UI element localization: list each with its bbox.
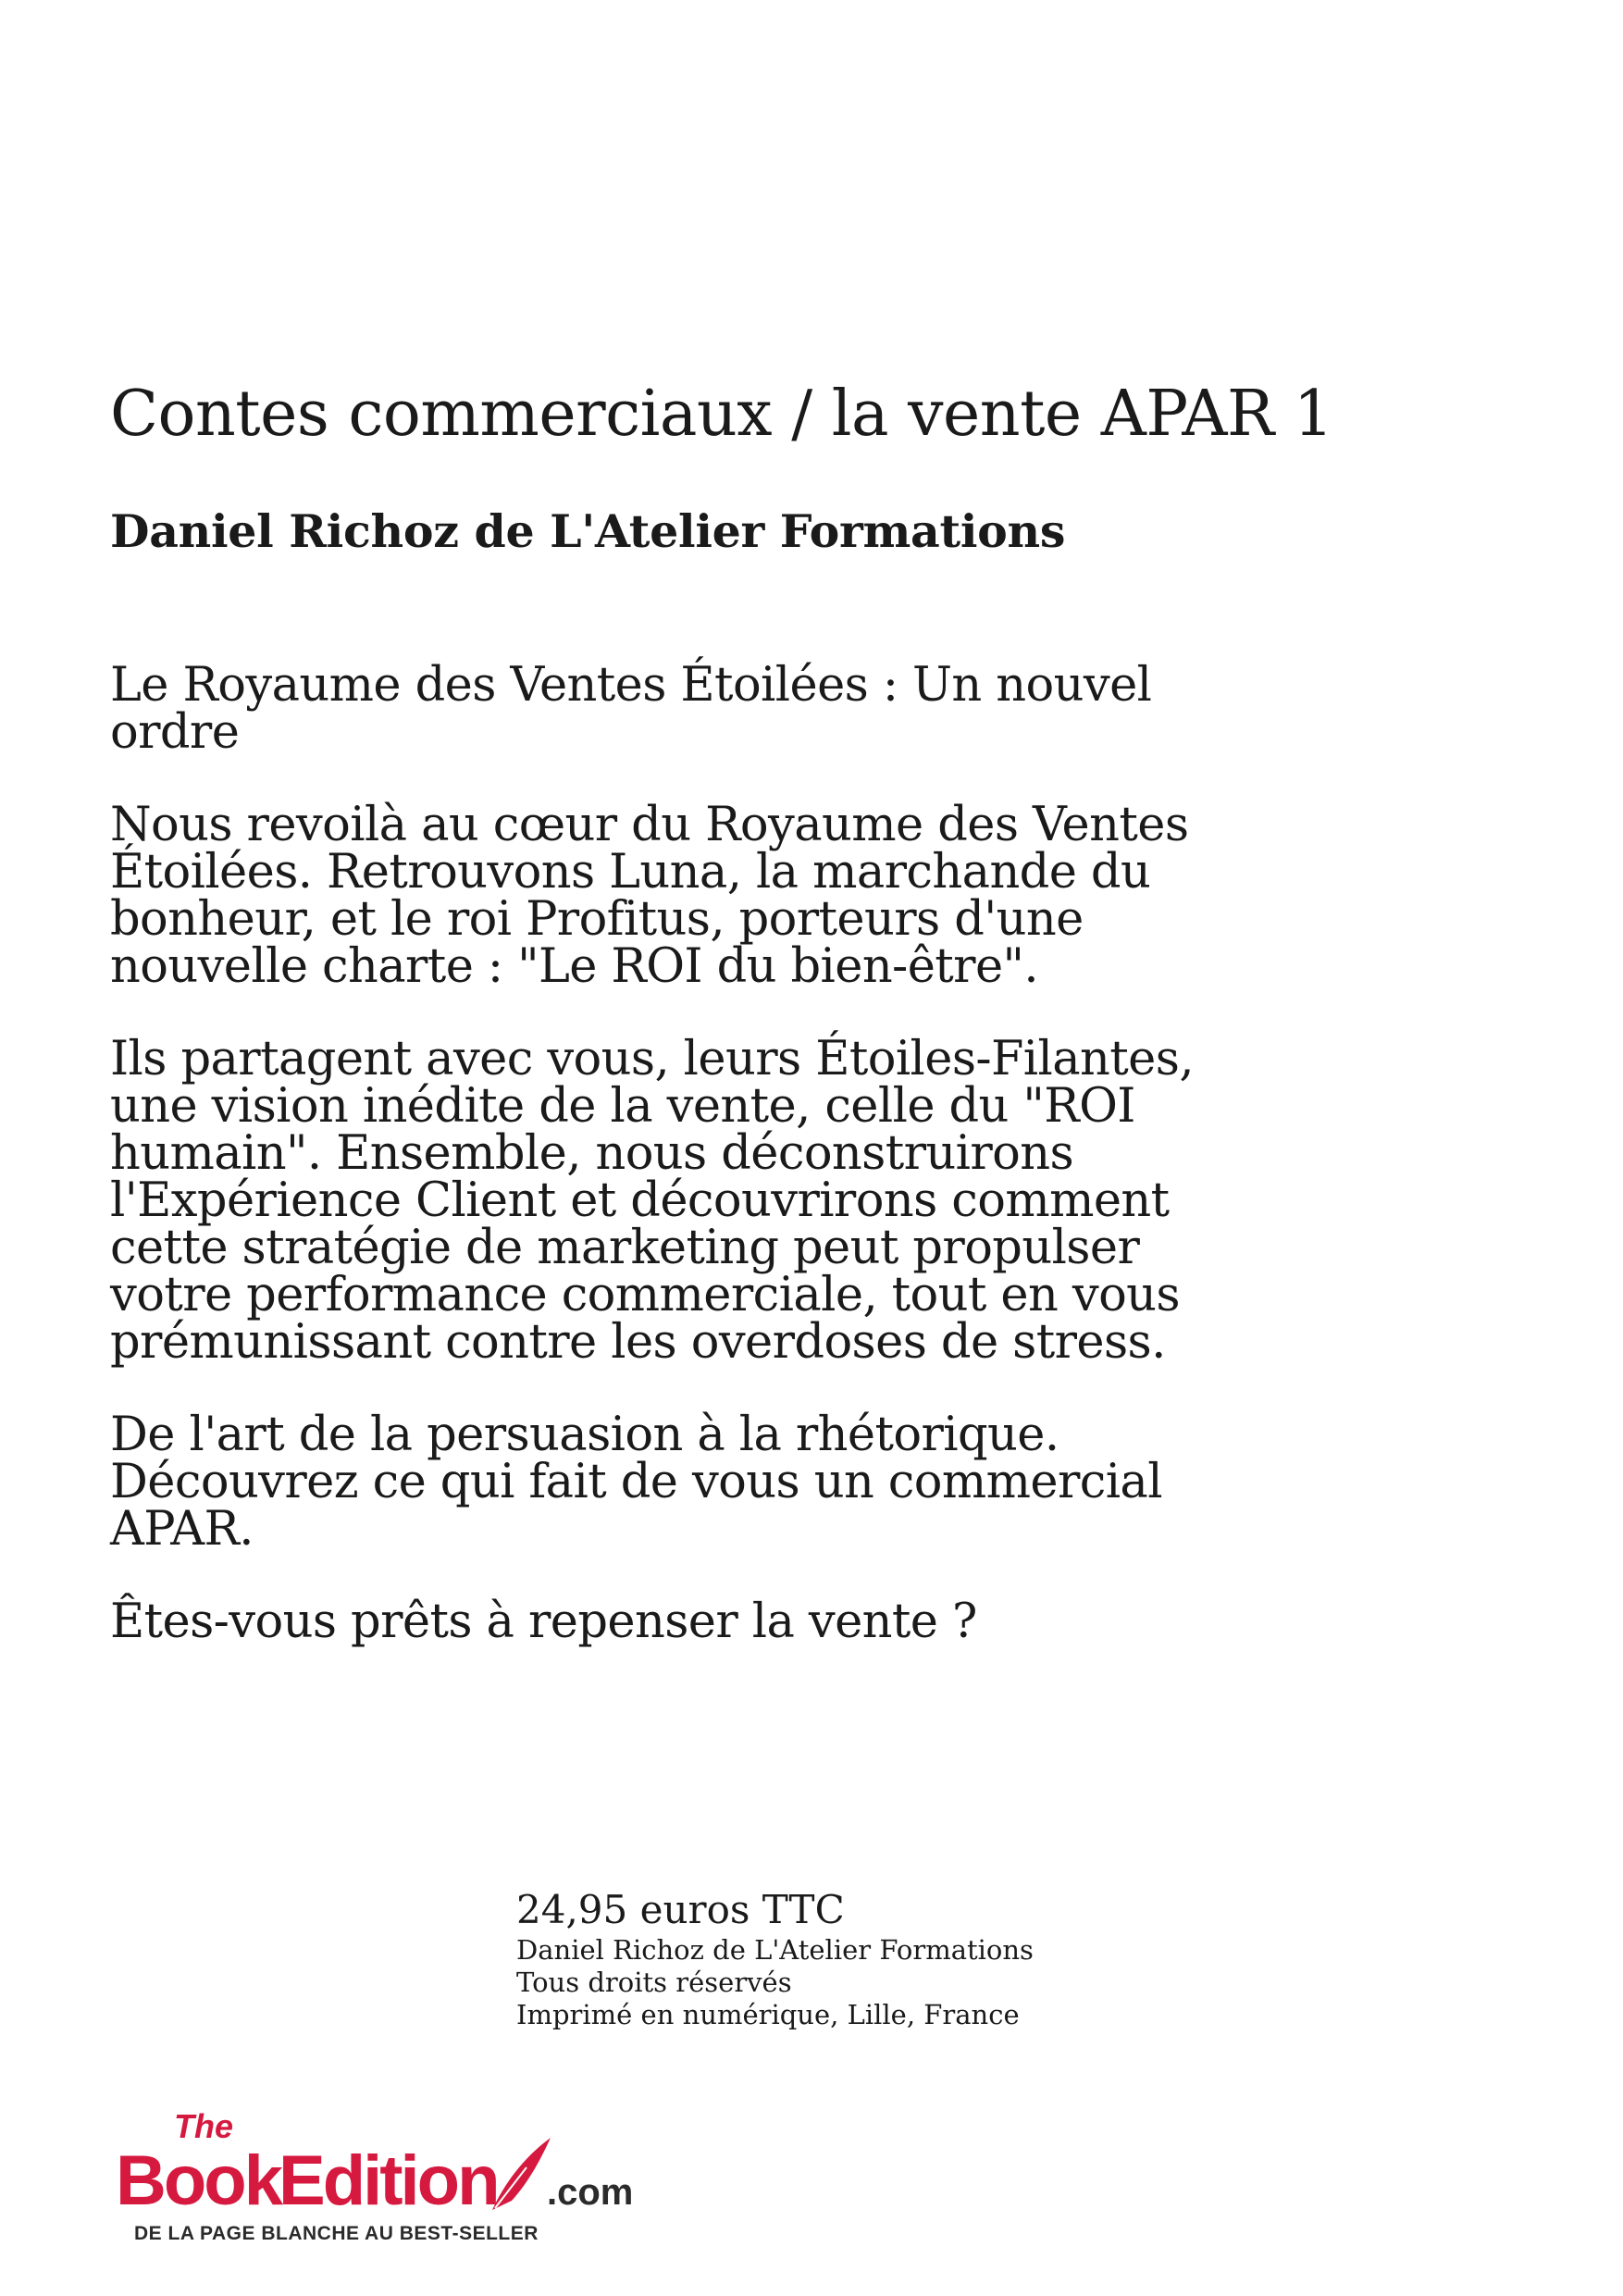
blurb-line: Le Royaume des Ventes Étoilées : Un nouvel (110, 658, 1152, 713)
blurb-line: prémunissant contre les overdoses de stress. (110, 1315, 1166, 1370)
blurb-line: APAR. (110, 1502, 254, 1557)
blurb-line: De l'art de la persuasion à la rhétorique. (110, 1408, 1059, 1462)
blurb-line: Étoilées. Retrouvons Luna, la marchande du (110, 845, 1151, 900)
logo-tagline: DE LA PAGE BLANCHE AU BEST-SELLER (134, 2223, 539, 2244)
blurb-line: humain". Ensemble, nous déconstruirons (110, 1126, 1074, 1181)
bookedition-logo (116, 2101, 671, 2249)
price: 24,95 euros TTC (516, 1887, 845, 1932)
colophon (516, 1888, 1220, 2031)
blurb-line: nouvelle charte : "Le ROI du bien-être". (110, 939, 1038, 994)
blurb-paragraph (110, 1595, 1248, 1649)
logo-tld-text: .com (547, 2172, 634, 2213)
printing-notice: Imprimé en numérique, Lille, France (516, 1999, 1020, 2030)
blurb-line: bonheur, et le roi Profitus, porteurs d'une (110, 892, 1084, 947)
book-author: Daniel Richoz de L'Atelier Formations (110, 504, 1066, 558)
logo-book-text: Book (116, 2141, 280, 2220)
blurb-paragraph (110, 1408, 1248, 1557)
blurb-paragraph (110, 798, 1248, 994)
quill-icon (492, 2138, 551, 2210)
blurb-line: l'Expérience Client et découvrirons comment (110, 1173, 1170, 1228)
blurb-line: une vision inédite de la vente, celle du "ROI (110, 1079, 1135, 1134)
blurb-line: ordre (110, 705, 240, 760)
rights-notice: Tous droits réservés (516, 1967, 792, 1998)
blurb-paragraph (110, 1032, 1248, 1370)
back-cover-blurb (110, 658, 1248, 1691)
logo-edition-text: Edition (279, 2141, 498, 2220)
book-title: Contes commerciaux / la vente APAR 1 (110, 378, 1333, 451)
logo-the-text: The (174, 2107, 234, 2145)
blurb-line: cette stratégie de marketing peut propulser (110, 1221, 1140, 1275)
colophon-author: Daniel Richoz de L'Atelier Formations (516, 1934, 1034, 1966)
blurb-line: Ils partagent avec vous, leurs Étoiles-Filantes, (110, 1032, 1194, 1086)
blurb-line: Découvrez ce qui fait de vous un commercial (110, 1455, 1162, 1509)
blurb-line: Êtes-vous prêts à repenser la vente ? (110, 1595, 977, 1649)
blurb-line: Nous revoilà au cœur du Royaume des Ventes (110, 798, 1189, 852)
blurb-paragraph (110, 658, 1248, 760)
blurb-line: votre performance commerciale, tout en vous (110, 1268, 1180, 1322)
